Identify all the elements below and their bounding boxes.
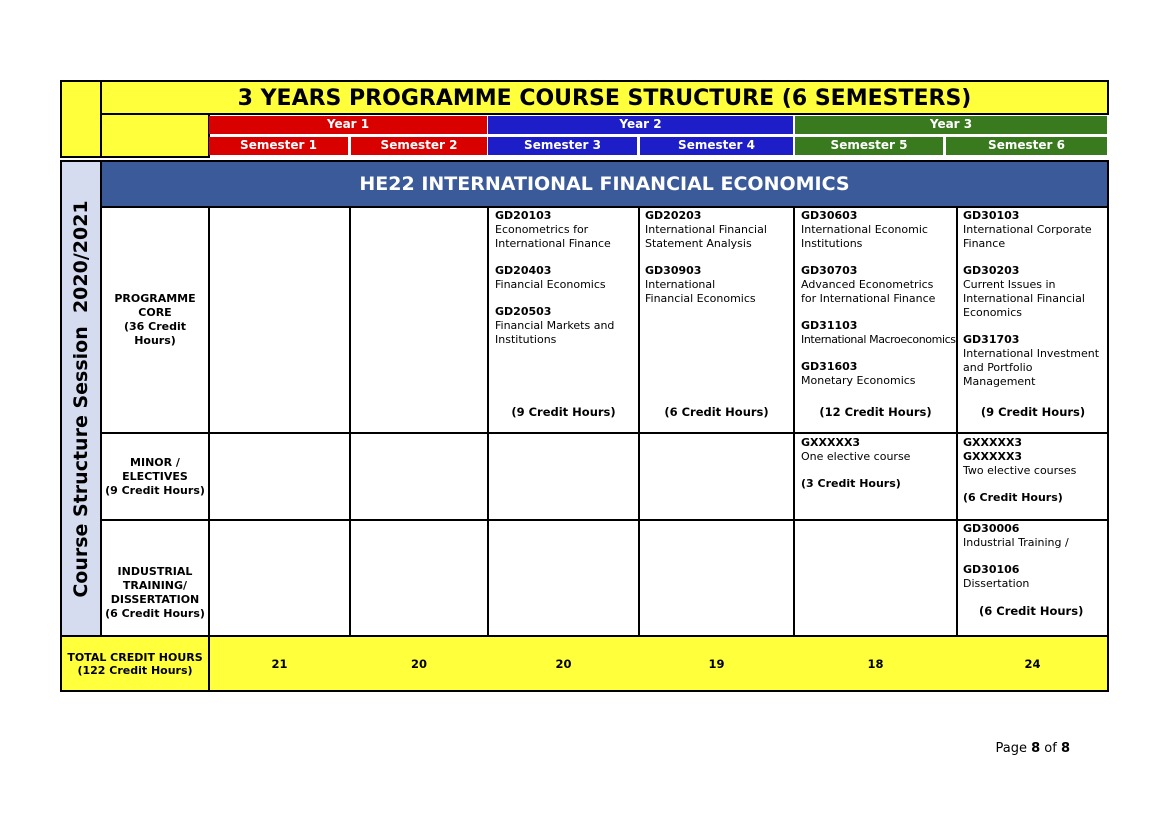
row-label-industrial-training: INDUSTRIAL TRAINING/ DISSERTATION (6 Credit Hours) [105, 565, 205, 620]
course-code: GD31703 [963, 333, 1020, 346]
row-label-programme-core: PROGRAMME CORE (36 Credit Hours) [114, 292, 196, 347]
header-left-blank [100, 113, 210, 158]
session-side-text: Course Structure Session 2020/2021 [70, 199, 92, 598]
course-code: GD20503 [495, 305, 552, 318]
grid-line [487, 206, 489, 692]
row-label-minor-electives: MINOR / ELECTIVES (9 Credit Hours) [105, 455, 205, 497]
industrial-semester-6-credits: (6 Credit Hours) [979, 604, 1084, 618]
totals-label: TOTAL CREDIT HOURS (122 Credit Hours) [67, 650, 203, 677]
minor-semester-6-credits: (6 Credit Hours) [963, 491, 1063, 504]
semester-3-header: Semester 3 [488, 137, 637, 155]
core-semester-4-credits: (6 Credit Hours) [664, 405, 769, 419]
minor-semester-5-credits: (3 Credit Hours) [801, 477, 901, 490]
course-code: GXXXXX3 [801, 436, 861, 449]
core-semester-5: GD30603 International Economic Institutions GD30703 Advanced Econometrics for International Finance GD31103 International Macroeconomics GD31603 Monetary Economics [801, 209, 956, 387]
programme-banner [100, 160, 1109, 208]
session-side-label [60, 160, 102, 637]
course-code: GD30006 [963, 522, 1020, 535]
core-semester-6-credits: (9 Credit Hours) [980, 405, 1086, 419]
total-semester-6: 24 [1024, 656, 1041, 671]
semester-1-header: Semester 1 [209, 137, 348, 155]
year-1-header: Year 1 [209, 116, 487, 134]
grid-line [349, 206, 351, 692]
core-semester-3-credits: (9 Credit Hours) [511, 405, 616, 419]
course-code: GD31103 [801, 319, 858, 332]
course-code: GD30603 [801, 209, 858, 222]
grid-line [208, 206, 210, 692]
course-code: GXXXXX3 [963, 436, 1023, 449]
header-corner [60, 80, 102, 158]
page-number: Page 8 of 8 [995, 741, 1070, 756]
core-semester-6: GD30103 International Corporate Finance GD30203 Current Issues in International Financial Economics GD31703 International Investment and Portfolio Management [958, 207, 1108, 431]
course-code: GD30106 [963, 563, 1020, 576]
semester-2-header: Semester 2 [351, 137, 487, 155]
course-code: GD20403 [495, 264, 552, 277]
course-code: GD20103 [495, 209, 552, 222]
total-semester-3: 20 [555, 656, 572, 671]
course-code: GXXXXX3 [963, 450, 1023, 463]
total-semester-2: 20 [410, 656, 427, 671]
semester-4-header: Semester 4 [640, 137, 793, 155]
programme-title: HE22 INTERNATIONAL FINANCIAL ECONOMICS [359, 173, 850, 195]
semester-5-header: Semester 5 [795, 137, 943, 155]
minor-semester-5: GXXXXX3 One elective course (3 Credit Hours) [796, 434, 956, 519]
total-semester-4: 19 [708, 656, 725, 671]
semester-6-header: Semester 6 [946, 137, 1107, 155]
course-code: GD31603 [801, 360, 858, 373]
year-2-header: Year 2 [488, 116, 793, 134]
grid-line [793, 206, 795, 692]
course-code: GD20203 [645, 209, 702, 222]
course-code: GD30203 [963, 264, 1020, 277]
page-title: 3 YEARS PROGRAMME COURSE STRUCTURE (6 SEMESTERS) [100, 80, 1109, 115]
course-code: GD30903 [645, 264, 702, 277]
core-semester-3: GD20103 Econometrics for International Finance GD20403 Financial Economics GD20503 Financial Markets and Institutions [490, 207, 638, 431]
course-code: GD30703 [801, 264, 858, 277]
industrial-semester-6: GD30006 Industrial Training / GD30106 Dissertation (6 Credit Hours) [958, 520, 1108, 636]
core-semester-4: GD20203 International Financial Statement Analysis GD30903 International Financial Economics [640, 207, 793, 431]
course-code: GD30103 [963, 209, 1020, 222]
year-3-header: Year 3 [795, 116, 1107, 134]
total-semester-1: 21 [271, 656, 288, 671]
core-semester-5-credits: (12 Credit Hours) [819, 405, 932, 419]
minor-semester-6: GXXXXX3 GXXXXX3 Two elective courses (6 Credit Hours) [958, 434, 1108, 519]
total-semester-5: 18 [867, 656, 884, 671]
